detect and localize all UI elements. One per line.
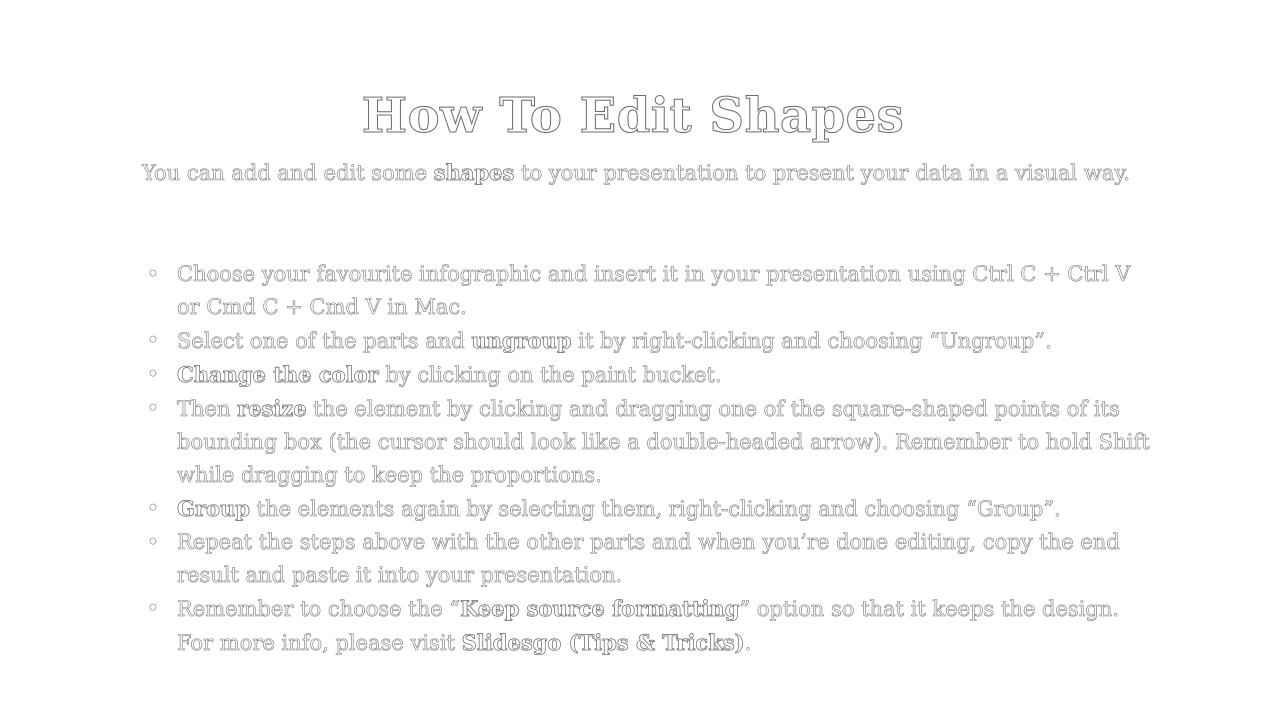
bullet-icon: • — [146, 396, 160, 420]
bullet-icon: • — [146, 328, 160, 352]
step-text-before: Remember to choose the “ — [177, 597, 461, 621]
step-text-after: the elements again by selecting them, right-clicking and choosing “Group”. — [249, 497, 1061, 521]
step-text-middle: ” option so that it keeps the design. For more info, please visit — [177, 597, 1120, 655]
step-bold-keep-source-formatting: Keep source formatting — [460, 596, 740, 621]
instruction-step-7 — [142, 592, 1152, 660]
slide-title: How To Edit Shapes — [361, 88, 905, 145]
instruction-step-3 — [142, 358, 1152, 392]
step-bold-resize: resize — [237, 396, 307, 421]
step-text-end: . — [744, 631, 752, 655]
instruction-step-1 — [142, 258, 1152, 324]
bullet-icon: • — [146, 362, 160, 386]
instruction-step-4 — [142, 392, 1152, 492]
instruction-step-2 — [142, 324, 1152, 358]
intro-paragraph — [142, 159, 1132, 187]
intro-text-after: to your presentation to present your data in a visual way. — [514, 161, 1131, 185]
slidesgo-tips-link[interactable]: Slidesgo (Tips & Tricks) — [461, 630, 745, 655]
step-text-after: by clicking on the paint bucket. — [378, 363, 722, 387]
bullet-icon: • — [146, 262, 160, 286]
step-text: Choose your favourite infographic and insert it in your presentation using Ctrl C + Ctrl V or Cmd C + Cmd V in Mac. — [177, 262, 1131, 319]
step-text: Repeat the steps above with the other parts and when you’re done editing, copy the end result and paste it into your presentation. — [177, 530, 1120, 587]
step-text-after: it by right-clicking and choosing “Ungroup”. — [571, 329, 1052, 353]
step-text-before: Select one of the parts and — [177, 329, 472, 353]
step-bold-group: Group — [177, 496, 250, 521]
step-text-after: the element by clicking and dragging one of the square-shaped points of its bounding box (the cursor should look like a double-headed arrow). Remember to hold Shift while dragging to keep the proportions. — [177, 397, 1150, 487]
step-bold-change-color: Change the color — [177, 362, 379, 387]
instruction-list — [142, 258, 1152, 660]
instruction-step-5 — [142, 492, 1152, 526]
bullet-icon: • — [146, 596, 160, 620]
intro-bold-shapes: shapes — [433, 160, 515, 185]
bullet-icon: • — [146, 530, 160, 554]
instruction-step-6 — [142, 526, 1152, 592]
intro-text-before: You can add and edit some — [142, 161, 434, 185]
step-text-before: Then — [177, 397, 238, 421]
bullet-icon: • — [146, 496, 160, 520]
step-bold-ungroup: ungroup — [471, 328, 572, 353]
